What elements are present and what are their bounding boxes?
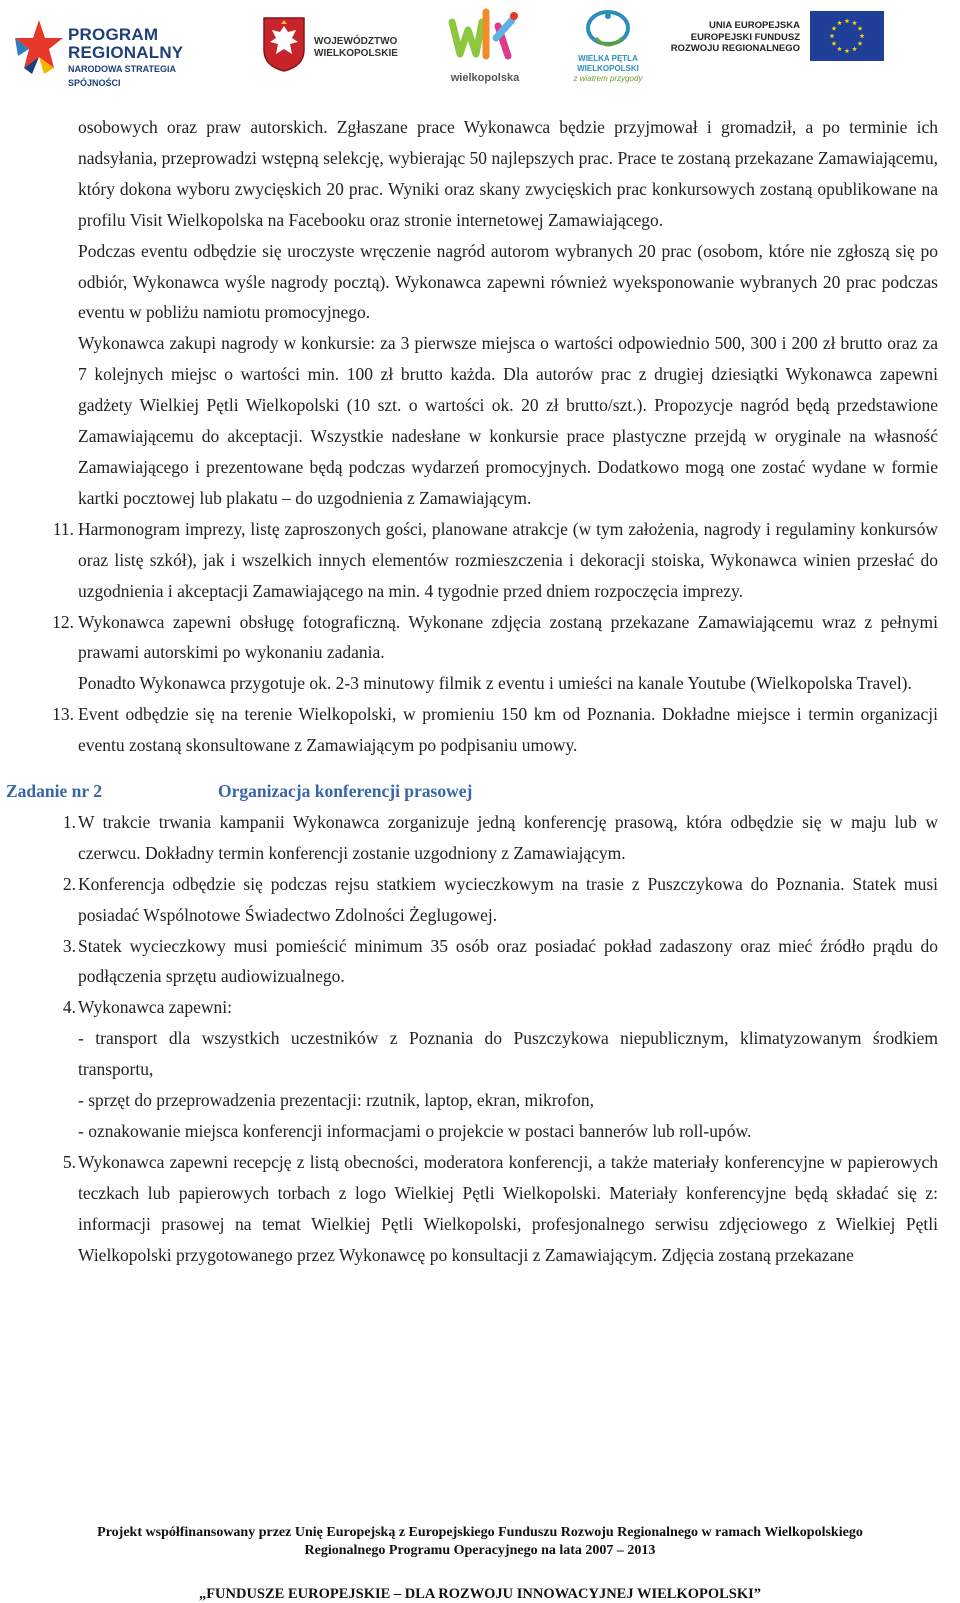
- list-number: 2.: [62, 873, 76, 894]
- list-item: [62, 992, 938, 1023]
- footer-line: Regionalnego Programu Operacyjnego na lata 2007 – 2013: [304, 1543, 656, 1558]
- list-item-text: Wykonawca zapewni:: [78, 997, 232, 1018]
- wielkopolskie-label: WIELKOPOLSKIE: [314, 48, 398, 59]
- program-label: PROGRAM: [68, 25, 159, 44]
- paragraph: osobowych oraz praw autorskich. Zgłaszane prace Wykonawca będzie przyjmował i gromadził, a po terminie ich nadsyłania, przeprowadzi wstępną selekcję, wybierając 50 najlepszych prac. Prace te zostaną przekazane Zamawiającemu, który dokona wyboru zwycięskich 20 prac. Wyniki oraz skany zwycięskich prac konkursowych zostaną opublikowane na profilu Visit Wielkopolska na Facebooku oraz stronie internetowej Zamawiającego.: [78, 117, 938, 230]
- list-item-text: Event odbędzie się na terenie Wielkopolski, w promieniu 150 km od Poznania. Dokładne miejsce i termin organizacji eventu zostaną skonsultowane z Zamawiającym po podpisaniu umowy.: [78, 704, 938, 756]
- list-item-text: Wykonawca zapewni obsługę fotograficzną. Wykonane zdjęcia zostaną przekazane Zamawiającemu wraz z pełnymi prawami autorskimi po wykonaniu zadania.: [78, 611, 938, 663]
- list-item: [62, 807, 938, 869]
- efrr-label: EUROPEJSKI FUNDUSZ: [690, 31, 800, 43]
- list-item-text: Harmonogram imprezy, listę zaproszonych gości, planowane atrakcje (w tym założenia, nagrody i regulaminy konkursów oraz listę szkół), jak i wszelkich innych elementów rozmieszczenia i dekoracji stoiska, Wykonawca winien przesłać do uzgodnienia i akceptacji Zamawiającego na min. 4 tygodnie przed dniem rozpoczęcia imprezy.: [78, 518, 938, 601]
- wojewodztwo-logo: [262, 8, 402, 80]
- eu-logo: [664, 8, 888, 80]
- program-regionalny-logo: [10, 8, 215, 88]
- list-number: 1.: [62, 811, 76, 832]
- list-item-text: W trakcie trwania kampanii Wykonawca zorganizuje jedną konferencję prasową, która odbędzie się w maju lub w czerwcu. Dokładny termin konferencji zostanie uzgodniony z Zamawiającym.: [78, 811, 938, 863]
- list-item: [52, 699, 938, 761]
- section-heading: [0, 776, 960, 807]
- list-item: [62, 869, 938, 931]
- eu-flag-icon: [810, 11, 884, 61]
- logo-header: [0, 0, 960, 92]
- rozwoju-label: ROZWOJU REGIONALNEGO: [670, 43, 800, 54]
- list-number: 12.: [52, 611, 74, 632]
- bullet-line: - transport dla wszystkich uczestników z Poznania do Puszczykowa niepublicznym, klimatyzowanym środkiem transportu,: [78, 1028, 938, 1080]
- star-icon: [14, 18, 64, 74]
- wk-mark-icon: [448, 8, 520, 68]
- wielkopolski-label: WIELKOPOLSKI: [577, 64, 639, 73]
- ue-label: UNIA EUROPEJSKA: [709, 20, 800, 31]
- paragraph: Podczas eventu odbędzie się uroczyste wręczenie nagród autorom wybranych 20 prac (osobom, które nie zgłoszą się po odbiór, Wykonawca wyśle nagrody pocztą). Wykonawca zapewni również wyeksponowanie wybranych 20 prac podczas eventu w pobliżu namiotu promocyjnego.: [78, 240, 938, 323]
- eagle-crest-icon: [262, 16, 306, 72]
- list-item: [52, 514, 938, 607]
- footer-slogan: „FUNDUSZE EUROPEJSKIE – DLA ROZWOJU INNOWACYJNEJ WIELKOPOLSKI”: [198, 1586, 762, 1602]
- strategia-label: NARODOWA STRATEGIA SPÓJNOŚCI: [68, 64, 176, 88]
- paragraph: Wykonawca zakupi nagrody w konkursie: za 3 pierwsze miejsca o wartości odpowiednio 500, 300 i 200 zł brutto oraz za 7 kolejnych miejsc o wartości min. 100 zł brutto każda. Dla autorów prac z drugiej dziesiątki Wykonawca zapewni gadżety Wielkiej Pętli Wielkopolski (10 szt. o wartości ok. 20 zł brutto/szt.). Propozycje nagród będą przedstawione Zamawiającemu do akceptacji. Wszystkie nadesłane w konkursie prace plastyczne przejdą w oryginale na własność Zamawiającego i prezentowane będą podczas wydarzeń promocyjnych. Dodatkowo mogą one zostać wydane w formie kartki pocztowej lub plakatu – do uzgodnienia z Zamawiającym.: [78, 333, 938, 508]
- loop-icon: [582, 8, 634, 52]
- list-number: 3.: [62, 935, 76, 956]
- wojewodztwo-label: WOJEWÓDZTWO: [314, 36, 398, 47]
- wielkopolska-label: wielkopolska: [450, 72, 520, 84]
- section-title: Organizacja konferencji prasowej: [218, 781, 473, 802]
- list-number: 5.: [62, 1151, 76, 1172]
- regionalny-label: REGIONALNY: [68, 43, 184, 62]
- bullet-line: - oznakowanie miejsca konferencji informacjami o projekcie w postaci bannerów lub roll-upów.: [78, 1120, 752, 1141]
- list-item-text: Wykonawca zapewni recepcję z listą obecności, moderatora konferencji, a także materiały konferencyjne w papierowych teczkach lub papierowych torbach z logo Wielkiej Pętli Wielkopolski. Materiały konferencyjne będą składać się z: informacji prasowej na temat Wielkiej Pętli Wielkopolski, profesjonalnego serwisu zdjęciowego z Wielkiej Pętli Wielkopolski przygotowanego przez Wykonawcę po konsultacji z Zamawiającym. Zdjęcia zostaną przekazane: [78, 1151, 938, 1265]
- list-item-text: Statek wycieczkowy musi pomieścić minimum 35 osób oraz posiadać pokład zadaszony oraz mieć źródło prądu do podłączenia sprzętu audiowizualnego.: [78, 935, 938, 987]
- list-number: 13.: [52, 704, 74, 725]
- document-body: [0, 112, 960, 1271]
- paragraph: Ponadto Wykonawca przygotuje ok. 2-3 minutowy filmik z eventu i umieści na kanale Youtube (Wielkopolska Travel).: [78, 673, 912, 694]
- list-item-text: Konferencja odbędzie się podczas rejsu statkiem wycieczkowym na trasie z Puszczykowa do Poznania. Statek musi posiadać Wspólnotowe Świadectwo Zdolności Żeglugowej.: [78, 873, 938, 925]
- list-number: 11.: [52, 518, 74, 539]
- wielkopolska-brand-logo: [440, 8, 530, 92]
- list-item: [62, 1147, 938, 1271]
- page-footer: [0, 1524, 960, 1602]
- tagline-label: z wiatrem przygody: [573, 74, 643, 83]
- list-number: 4.: [62, 997, 76, 1018]
- bullet-line: - sprzęt do przeprowadzenia prezentacji: rzutnik, laptop, ekran, mikrofon,: [78, 1090, 595, 1111]
- list-item: [52, 607, 938, 669]
- section-number: Zadanie nr 2: [6, 781, 102, 802]
- footer-line: Projekt współfinansowany przez Unię Europejską z Europejskiego Funduszu Rozwoju Regionalnego w ramach Wielkopolskiego: [97, 1525, 863, 1540]
- list-item: [62, 931, 938, 993]
- wielka-petla-logo: [568, 8, 648, 92]
- wielka-petla-label: WIELKA PĘTLA: [578, 54, 638, 63]
